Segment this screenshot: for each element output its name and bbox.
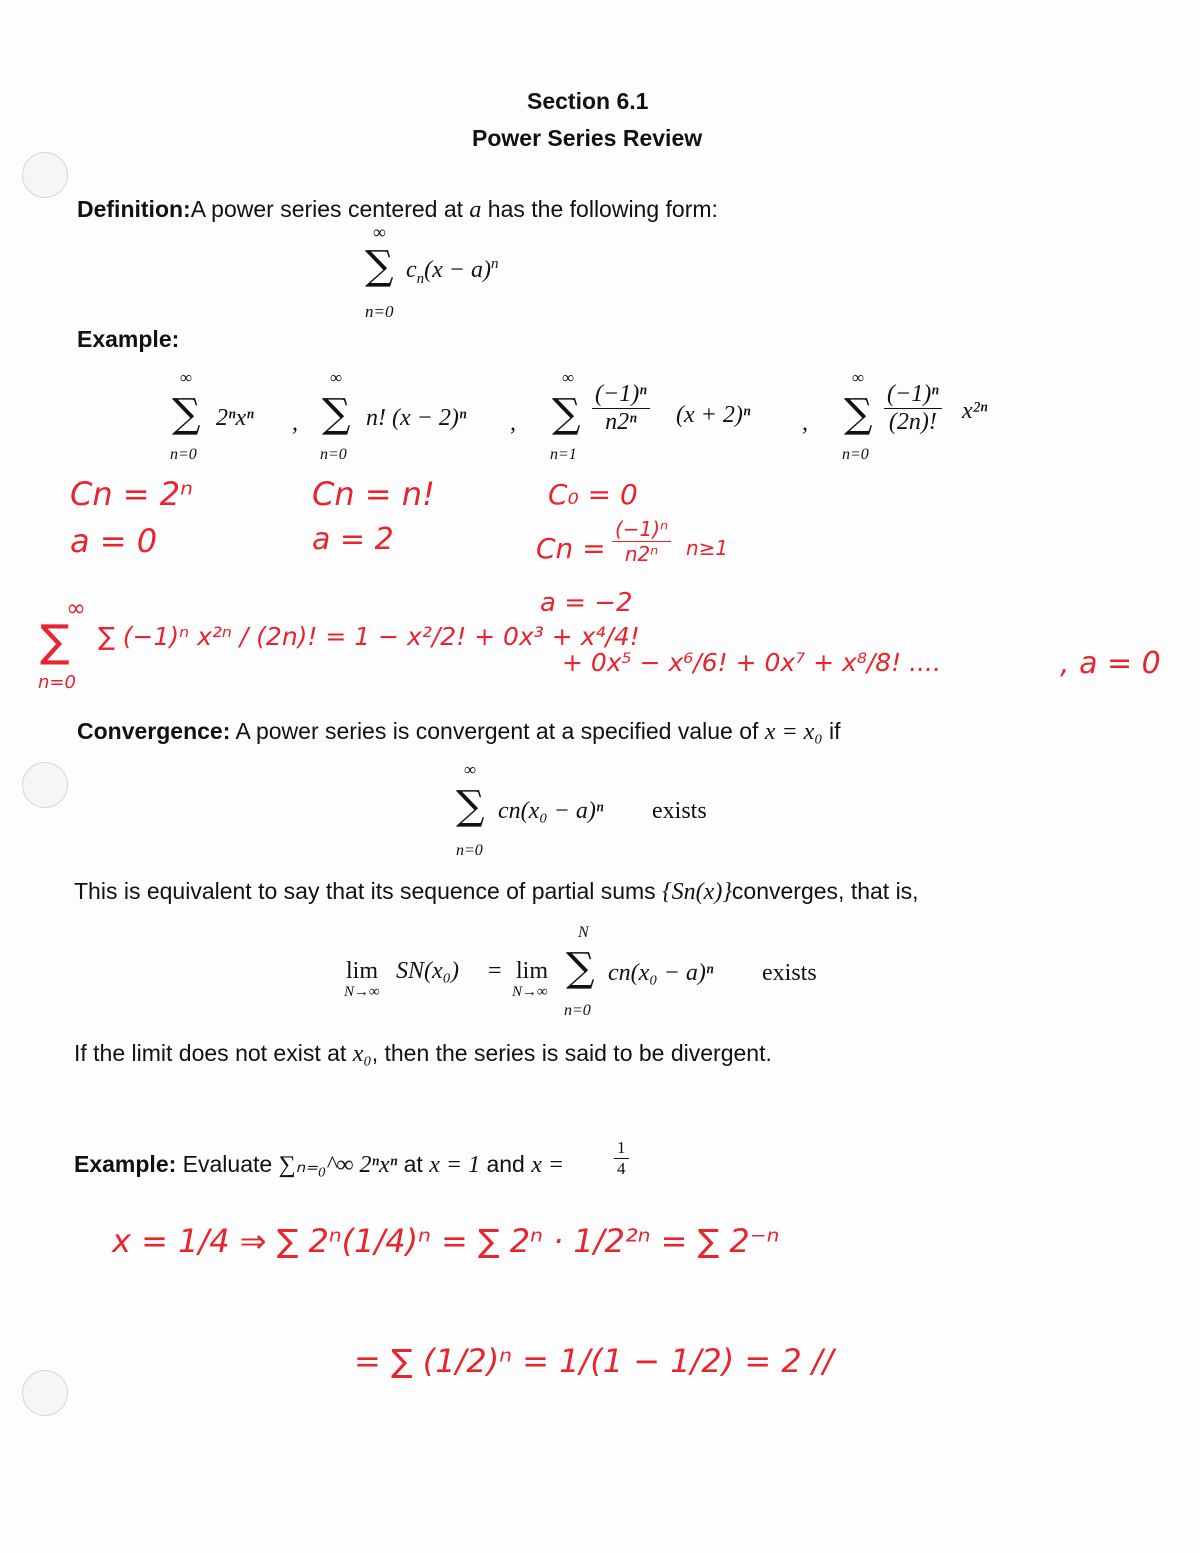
convergence-label: Convergence: [77, 718, 231, 744]
definition-var-a: a [469, 197, 482, 223]
note-s1-a: a = 0 [70, 522, 158, 560]
example2-sentence [74, 1150, 564, 1179]
page-title: Power Series Review [472, 125, 703, 151]
divergent-text2: , then the series is said to be divergent. [371, 1040, 772, 1066]
example2-cond2-num: 1 [614, 1138, 629, 1159]
sum2-exists: exists [762, 960, 817, 986]
lim-word-2: lim [516, 958, 549, 984]
example2-label: Example: [74, 1151, 177, 1177]
lim-sub-1: N→∞ [344, 984, 380, 1000]
definition-sum-body: $c_n(x - a)^n$ [406, 256, 499, 287]
example2-text2: at [397, 1151, 430, 1177]
series3-denominator: n2ⁿ [605, 409, 637, 435]
definition-sigma: ∑ [365, 243, 394, 289]
series4-lower: n=0 [842, 446, 869, 463]
convergence-sentence [77, 718, 841, 746]
series4-sigma: ∑ [844, 391, 873, 437]
series-separator-2: , [510, 410, 516, 436]
definition-text-before: A power series centered at [190, 196, 470, 222]
section-heading: Section 6.1 [527, 88, 649, 114]
series-separator-3: , [802, 410, 808, 436]
series3-fraction [592, 381, 650, 436]
convergence-sum-lower: n=0 [456, 842, 483, 859]
series1-body: 2ⁿxⁿ [216, 405, 254, 431]
note-s2-cn: Cn = n! [312, 475, 435, 513]
series4-tail: x²ⁿ [962, 398, 988, 424]
partial-tail: converges, that is, [731, 878, 919, 904]
punch-hole-top [22, 152, 68, 198]
partial-set: {Sn(x)} [662, 879, 732, 905]
partial-sums-sentence [74, 878, 919, 906]
sum2-lower: n=0 [564, 1002, 591, 1019]
series2-sigma: ∑ [322, 391, 351, 437]
convergence-condition: x = x₀ [764, 719, 823, 745]
series2-lower: n=0 [320, 446, 347, 463]
note-s3-cn-num: (−1)ⁿ [612, 517, 671, 542]
convergence-text: A power series is convergent at a specified value of [230, 718, 765, 744]
series3-sigma: ∑ [552, 391, 581, 437]
sum2-upper: N [578, 924, 589, 941]
punch-hole-middle [22, 762, 68, 808]
convergence-sum-body: cn(x₀ − a)ⁿ [498, 798, 604, 824]
series4-fraction [884, 381, 942, 436]
example2-cond2-den: 4 [617, 1159, 626, 1178]
series4-numerator: (−1)ⁿ [884, 381, 942, 409]
convergence-if: if [822, 718, 841, 744]
convergence-exists: exists [652, 798, 707, 824]
series2-upper: ∞ [330, 368, 343, 387]
divergent-sentence [74, 1040, 772, 1068]
example1-label: Example: [77, 326, 180, 352]
series3-numerator: (−1)ⁿ [592, 381, 650, 409]
sum2-sigma: ∑ [566, 945, 595, 991]
example2-cond2-frac [614, 1138, 629, 1179]
convergence-sigma: ∑ [456, 783, 485, 829]
note-s3-cond: n≥1 [686, 536, 729, 560]
lim-equals: = [488, 958, 502, 984]
definition-sentence [77, 196, 718, 224]
example2-cond2: x = [531, 1152, 565, 1178]
series4-upper: ∞ [852, 368, 865, 387]
note-s3-c0: C₀ = 0 [548, 478, 638, 511]
example2-text1: Evaluate [176, 1151, 279, 1177]
expansion-line2: + 0x⁵ − x⁶/6! + 0x⁷ + x⁸/8! .... [562, 648, 941, 677]
lim-sub-2: N→∞ [512, 984, 548, 1000]
expansion-a: , a = 0 [1060, 646, 1161, 681]
note-s3-cn-lhs: Cn = [536, 532, 606, 565]
example2-cond1: x = 1 [429, 1152, 481, 1178]
series1-upper: ∞ [180, 368, 193, 387]
definition-text-after: has the following form: [481, 196, 718, 222]
convergence-sum-upper: ∞ [464, 760, 477, 779]
expansion-sigma: ∑ [40, 616, 70, 667]
lim-word-1: lim [346, 958, 379, 984]
note-s3-cn-den: n2ⁿ [624, 542, 659, 566]
series3-tail: (x + 2)ⁿ [676, 402, 751, 428]
divergent-text1: If the limit does not exist at [74, 1040, 353, 1066]
lim-lhs: SN(x₀) [396, 958, 459, 984]
expansion-sum-upper: ∞ [66, 594, 86, 622]
series2-body: n! (x − 2)ⁿ [366, 405, 467, 431]
series1-lower: n=0 [170, 446, 197, 463]
divergent-x0: x₀ [352, 1041, 372, 1067]
series-separator-1: , [292, 410, 298, 436]
partial-text: This is equivalent to say that its sequence of partial sums [74, 878, 663, 904]
definition-label: Definition: [77, 196, 191, 222]
note-s1-cn: Cn = 2ⁿ [70, 475, 193, 513]
expansion-sum-lower: n=0 [38, 672, 76, 693]
expansion-line1: ∑ (−1)ⁿ x²ⁿ / (2n)! = 1 − x²/2! + 0x³ + x⁴/4! [98, 622, 640, 651]
definition-sum-lower: n=0 [365, 302, 394, 321]
series4-denominator: (2n)! [888, 409, 937, 435]
series3-lower: n=1 [550, 446, 577, 463]
sum2-body: cn(x₀ − a)ⁿ [608, 960, 714, 986]
note-s3-cn-frac [612, 517, 671, 566]
note-s3-a: a = −2 [540, 588, 633, 618]
series1-sigma: ∑ [172, 391, 201, 437]
note-s2-a: a = 2 [312, 522, 394, 557]
punch-hole-bottom [22, 1370, 68, 1416]
solution-line1: x = 1/4 ⇒ ∑ 2ⁿ(1/4)ⁿ = ∑ 2ⁿ · 1/2²ⁿ = ∑ 2⁻ⁿ [112, 1222, 780, 1260]
series3-upper: ∞ [562, 368, 575, 387]
example2-and: and [480, 1151, 532, 1177]
example2-sum: ∑ₙ₌₀^∞ 2ⁿxⁿ [278, 1152, 398, 1178]
definition-sum-upper: ∞ [373, 222, 386, 242]
solution-line2: = ∑ (1/2)ⁿ = 1/(1 − 1/2) = 2 // [354, 1342, 834, 1380]
